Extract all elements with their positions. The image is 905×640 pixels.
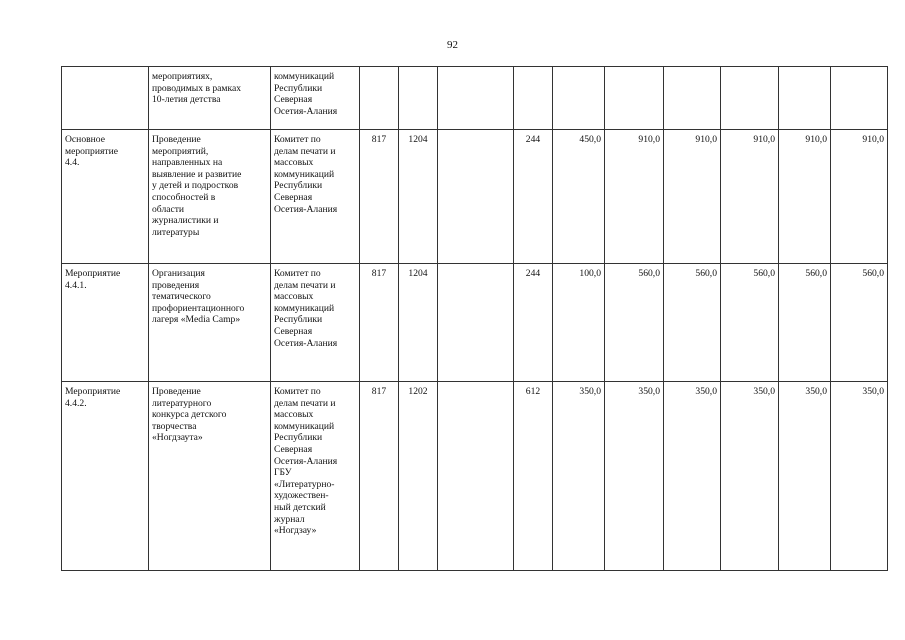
rzpr-cell: 1204 (399, 264, 438, 382)
measure-name-cell: Мероприятие 4.4.1. (62, 264, 149, 382)
rzpr-cell: 1204 (399, 130, 438, 264)
year-3-value-cell: 350,0 (664, 382, 721, 571)
year-2-value-cell: 910,0 (605, 130, 664, 264)
table-row (62, 264, 888, 382)
measure-description-cell: Проведение литературного конкурса детского творчества «Ногдзаута» (149, 382, 271, 571)
year-6-value-cell: 560,0 (831, 264, 888, 382)
year-4-value-cell: 560,0 (721, 264, 779, 382)
year-3-value-cell: 560,0 (664, 264, 721, 382)
year-5-value-cell: 910,0 (779, 130, 831, 264)
executor-cell: Комитет по делам печати и массовых коммуникаций Республики Северная Осетия-Алания (271, 130, 360, 264)
budget-table (61, 66, 888, 571)
year-6-value-cell: 350,0 (831, 382, 888, 571)
year-2-value-cell: 350,0 (605, 382, 664, 571)
year-1-value-cell: 450,0 (553, 130, 605, 264)
vr-cell (514, 67, 553, 130)
year-3-value-cell: 910,0 (664, 130, 721, 264)
table-row (62, 130, 888, 264)
year-5-value-cell: 560,0 (779, 264, 831, 382)
year-6-value-cell (831, 67, 888, 130)
year-4-value-cell: 350,0 (721, 382, 779, 571)
measure-name-cell: Мероприятие 4.4.2. (62, 382, 149, 571)
executor-cell: Комитет по делам печати и массовых коммуникаций Республики Северная Осетия-Алания ГБУ «Литературно- художествен- ный детский журнал «Ногдзау» (271, 382, 360, 571)
year-4-value-cell (721, 67, 779, 130)
year-1-value-cell: 100,0 (553, 264, 605, 382)
year-1-value-cell: 350,0 (553, 382, 605, 571)
measure-name-cell: Основное мероприятие 4.4. (62, 130, 149, 264)
table-row (62, 382, 888, 571)
measure-description-cell: Организация проведения тематического профориентационного лагеря «Media Camp» (149, 264, 271, 382)
year-4-value-cell: 910,0 (721, 130, 779, 264)
year-5-value-cell (779, 67, 831, 130)
year-2-value-cell (605, 67, 664, 130)
rzpr-cell: 1202 (399, 382, 438, 571)
grbs-cell: 817 (360, 264, 399, 382)
measure-name-cell (62, 67, 149, 130)
grbs-cell (360, 67, 399, 130)
grbs-cell: 817 (360, 130, 399, 264)
vr-cell: 244 (514, 264, 553, 382)
measure-description-cell: Проведение мероприятий, направленных на выявление и развитие у детей и подростков способностей в области журналистики и литературы (149, 130, 271, 264)
rzpr-cell (399, 67, 438, 130)
csr-cell (438, 130, 514, 264)
vr-cell: 612 (514, 382, 553, 571)
year-1-value-cell (553, 67, 605, 130)
csr-cell (438, 264, 514, 382)
year-3-value-cell (664, 67, 721, 130)
csr-cell (438, 67, 514, 130)
year-6-value-cell: 910,0 (831, 130, 888, 264)
csr-cell (438, 382, 514, 571)
page-number: 92 (447, 39, 458, 51)
grbs-cell: 817 (360, 382, 399, 571)
measure-description-cell: мероприятиях, проводимых в рамках 10-летия детства (149, 67, 271, 130)
executor-cell: Комитет по делам печати и массовых коммуникаций Республики Северная Осетия-Алания (271, 264, 360, 382)
executor-cell: коммуникаций Республики Северная Осетия-Алания (271, 67, 360, 130)
table-row (62, 67, 888, 130)
year-5-value-cell: 350,0 (779, 382, 831, 571)
vr-cell: 244 (514, 130, 553, 264)
year-2-value-cell: 560,0 (605, 264, 664, 382)
